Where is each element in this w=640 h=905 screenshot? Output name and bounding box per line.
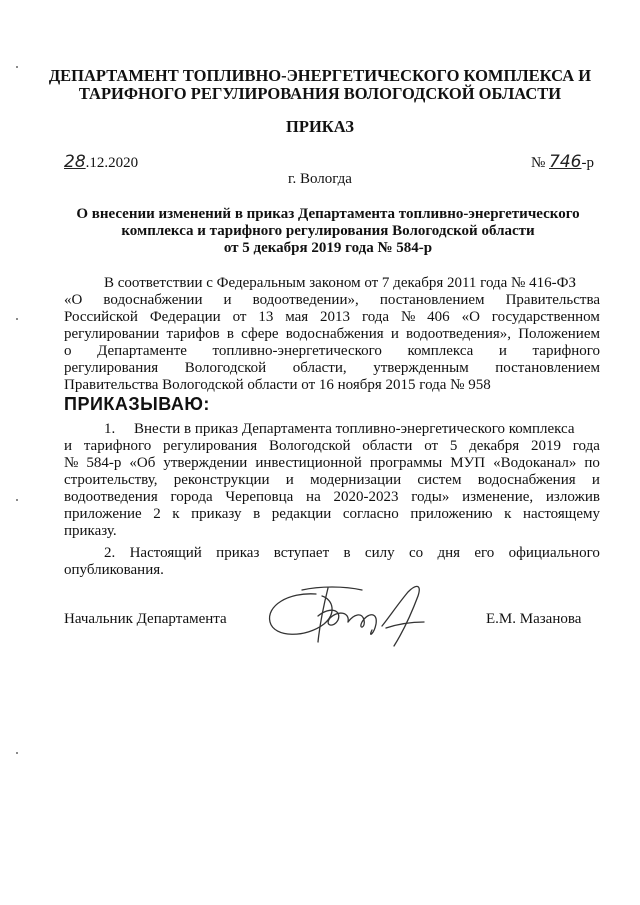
word: года [361,309,390,325]
subject-line2: комплекса и тарифного регулирования Вологодской области [121,223,535,239]
word: от [232,309,247,325]
word: «О [64,292,83,308]
word: согласно [342,506,399,522]
signatory-position: Начальник Департамента [64,611,227,627]
document-type-heading: ПРИКАЗ [286,117,354,136]
word: официального [508,545,600,561]
word: государственном [491,309,600,325]
word: водоотведения [64,489,158,505]
order-word: ПРИКАЗЫВАЮ: [64,394,210,414]
word: постановлением [495,360,600,376]
order-number [531,152,594,172]
department-title-line1: ДЕПАРТАМЕНТ ТОПЛИВНО-ЭНЕРГЕТИЧЕСКОГО КОМПЛЕКСА И [48,66,592,85]
word: приложение [64,506,142,522]
word: редакции [271,506,332,522]
word: и [285,472,294,488]
word: № [64,455,79,471]
word: водоснабжения [285,326,384,342]
item1-line [64,455,600,472]
word: к [504,506,512,522]
word: вступает [273,545,330,561]
date-day-handwritten: 28 [64,152,86,172]
scan-speck [16,499,18,501]
number-prefix: № [530,155,546,171]
word: регулирования [163,438,258,454]
word: Российской [64,309,138,325]
handwritten-signature [258,576,438,650]
word: Вологодской [269,438,351,454]
word: Вологодской [184,360,267,376]
word: реконструкции [173,472,270,488]
word: «О [461,309,480,325]
word: регулирования [64,360,159,376]
word: топливно-энергетического [212,343,382,359]
word: дня [437,545,461,561]
word: приказ [216,545,260,561]
word: МУП [450,455,486,471]
word: декабря [469,438,520,454]
word: сфере [241,326,279,342]
word: и [591,472,600,488]
scan-speck [16,318,18,320]
word: постановлением [379,292,485,308]
city: г. Вологда [288,171,352,187]
word: Федерации [149,309,221,325]
subject-line1: О внесении изменений в приказ Департамента топливно-энергетического [76,206,580,222]
subject-line3: от 5 декабря 2019 года № 584-р [223,240,433,256]
word: Череповца [225,489,294,505]
word: области, [292,360,347,376]
word: инвестиционной [255,455,362,471]
word: Департаменте [97,343,187,359]
word: систем [417,472,462,488]
word: о [64,343,72,359]
word: 2020-2023 [333,489,399,505]
word: 5 [449,438,458,454]
word: Настоящий [129,545,202,561]
word: его [474,545,495,561]
word: тарифов [166,326,220,342]
word: к [172,506,180,522]
preamble-line [64,292,600,309]
word: модернизации [310,472,402,488]
word: изменение, [462,489,534,505]
word: и [498,343,507,359]
word: Положением [518,326,600,342]
word: приказу [191,506,242,522]
word: утвержденным [373,360,469,376]
word: Правительства [505,292,600,308]
word: на [306,489,321,505]
word: приложению [410,506,493,522]
word: года [572,438,600,454]
department-title-line2: ТАРИФНОГО РЕГУЛИРОВАНИЯ ВОЛОГОДСКОЙ ОБЛАСТИ [78,84,562,103]
word: утверждении [163,455,248,471]
preamble-line: Правительства Вологодской области от 16 ноября 2015 года № 958 [64,377,491,393]
word: 584-р [86,455,122,471]
word: в [226,326,234,342]
preamble-line [64,360,600,377]
word: 13 [258,309,274,325]
word: и [390,326,399,342]
word: в [343,545,351,561]
word: «Об [129,455,156,471]
date-rest: .12.2020 [85,155,139,171]
word: № [400,309,416,325]
item1-line [64,506,600,523]
number-handwritten: 746 [549,152,582,172]
word: водоснабжения [477,472,576,488]
word: 2013 [320,309,351,325]
item1-line: приказу. [64,523,117,539]
word: водоснабжении [103,292,203,308]
word: водоотведении», [252,292,359,308]
preamble-line: В соответствии с Федеральным законом от 7 декабря 2011 года № 416-ФЗ [104,275,576,291]
word: и [64,438,73,454]
word: «Водоканал» [493,455,577,471]
word: тарифного [532,343,600,359]
word: программы [369,455,443,471]
word: 2 [153,506,161,522]
word: годы» [411,489,450,505]
word: мая [285,309,309,325]
preamble-line [64,309,600,326]
order-date [64,152,138,172]
word: 2019 [530,438,561,454]
word: области [362,438,413,454]
scan-speck [16,752,18,754]
word: и [223,292,232,308]
word: водоотведения», [406,326,512,342]
word: от [424,438,439,454]
item1-line [64,438,600,455]
item-number: 1. [104,421,116,437]
word: города [170,489,213,505]
word: силу [364,545,395,561]
word: регулировании [64,326,160,342]
word: в [253,506,261,522]
item1-line [104,421,575,438]
item-number: 2. [104,545,116,561]
signatory-name: Е.М. Мазанова [486,611,582,627]
item-text: Внести в приказ Департамента топливно-энергетического комплекса [134,421,575,437]
item2-line [104,545,600,562]
item1-line [64,489,600,506]
word: тарифного [83,438,152,454]
item2-line: опубликования. [64,562,164,578]
word: изложив [545,489,600,505]
preamble-line [64,326,600,343]
word: по [584,455,600,471]
word: 406 [427,309,450,325]
preamble-line [64,343,600,360]
word: строительству, [64,472,158,488]
item1-line [64,472,600,489]
number-suffix: -р [581,155,594,171]
word: со [408,545,424,561]
word: настоящему [522,506,600,522]
word: комплекса [407,343,474,359]
